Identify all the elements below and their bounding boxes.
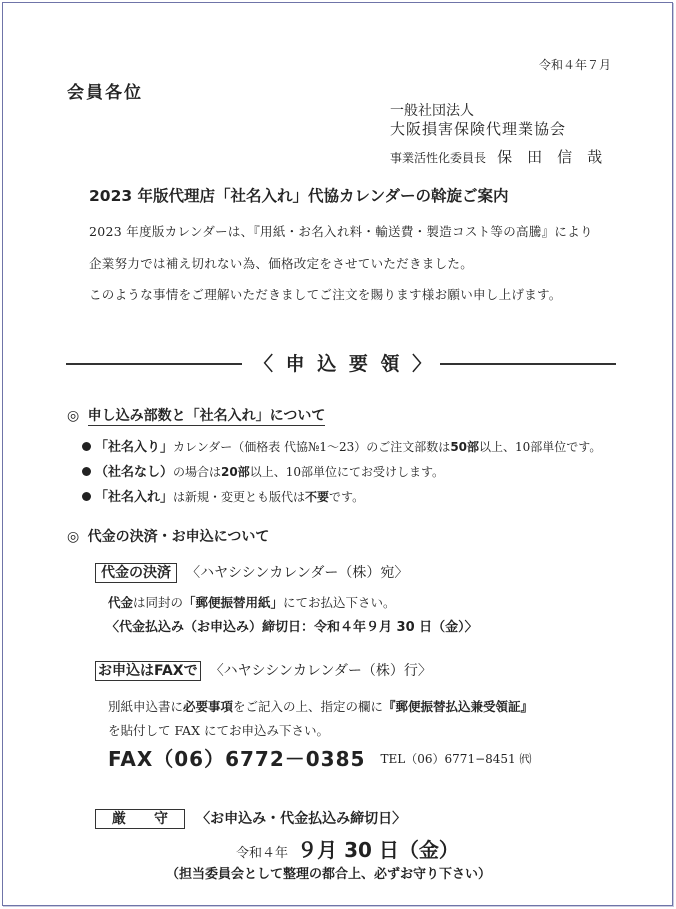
- bullet-icon: [82, 467, 91, 476]
- item-text: の場合は: [173, 465, 222, 479]
- fax-addressee: 〈ハヤシシンカレンダー（株）行〉: [209, 663, 432, 679]
- item-lead: 「社名入れ」: [95, 490, 174, 505]
- intro-line-2: 企業努力では補え切れない為、価格改定をさせていただきました。: [89, 256, 474, 271]
- payment-deadline: 〈代金払込み（お申込み）締切日：令和４年９月 30 日（金）〉: [106, 620, 478, 635]
- fax-label: お申込はFAXで: [95, 661, 201, 681]
- strict-row: [95, 808, 406, 828]
- part2-heading-row: [67, 526, 269, 546]
- part1-item-2: [82, 461, 444, 480]
- part2-heading: 代金の決済・お申込について: [87, 529, 270, 545]
- sender-name: 保 田 信 哉: [497, 148, 603, 166]
- strict-date-row: [236, 834, 459, 863]
- postal-transfer-form: 「郵便振替用紙」: [183, 595, 284, 610]
- bullet-icon: [82, 442, 91, 451]
- strict-note: （担当委員会として整理の都合上、必ずお守り下さい）: [166, 867, 492, 882]
- divider-right: [440, 363, 616, 365]
- part1-item-1: [82, 436, 601, 455]
- payment-label: 代金の決済: [95, 563, 177, 583]
- divider-left: [66, 363, 242, 365]
- intro-line-3: このような事情をご理解いただきましてご注文を賜ります様お願い申し上げます。: [89, 287, 562, 302]
- item-tail: 以上、10部単位です。: [479, 440, 602, 454]
- strict-label: 厳 守: [95, 809, 185, 829]
- item-strong: 20部: [221, 465, 250, 479]
- payment-instruction: [108, 593, 396, 611]
- bullet-icon: [82, 492, 91, 501]
- sender-signature: [390, 146, 602, 167]
- double-circle-icon: ◎: [67, 529, 80, 545]
- fax-instruction-1: [108, 697, 533, 715]
- double-circle-icon: ◎: [67, 408, 80, 424]
- recipients: 会員各位: [67, 83, 143, 103]
- required-items: 必要事項: [183, 699, 234, 714]
- payment-row: [95, 562, 408, 582]
- issue-date: 令和４年７月: [539, 58, 612, 72]
- payment-word: 代金: [108, 595, 134, 610]
- strict-title: 〈お申込み・代金払込み締切日〉: [196, 811, 407, 827]
- sender-org-type: 一般社団法人: [390, 103, 474, 119]
- fax-text: 別紙申込書に: [108, 699, 184, 714]
- sender-org-name: 大阪損害保険代理業協会: [390, 120, 567, 138]
- item-lead: （社名なし）: [95, 465, 174, 480]
- fax-contact-row: [108, 743, 531, 772]
- item-tail: 以上、10部単位にてお受けします。: [249, 465, 445, 479]
- payment-text: は同封の: [133, 595, 184, 610]
- part1-heading: 申し込み部数と「社名入れ」について: [87, 408, 326, 424]
- headline: 2023 年版代理店「社名入れ」代協カレンダーの斡旋ご案内: [89, 187, 509, 205]
- fax-text-mid: をご記入の上、指定の欄に: [233, 699, 384, 714]
- item-text: は新規・変更とも版代は: [173, 490, 306, 504]
- item-strong: 不要: [305, 490, 330, 504]
- tel-number: TEL（06）6771−8451 ㈹: [380, 752, 532, 766]
- payment-addressee: 〈ハヤシシンカレンダー（株）宛〉: [186, 565, 409, 581]
- part1-item-3: [82, 486, 364, 505]
- receipt-form: 『郵便振替払込兼受領証』: [383, 699, 534, 714]
- section-title: 〈 申 込 要 領 〉: [254, 353, 435, 375]
- item-lead: 「社名入り」: [95, 440, 174, 455]
- part1-heading-row: [67, 405, 325, 425]
- payment-text-tail: にてお払込下さい。: [283, 595, 396, 610]
- strict-date: ９月 30 日（金）: [297, 838, 459, 862]
- item-strong: 50部: [450, 440, 480, 454]
- intro-line-1: 2023 年度版カレンダーは、『用紙・お名入れ料・輸送費・製造コスト等の高騰』により: [89, 224, 593, 239]
- strict-era: 令和４年: [236, 846, 289, 861]
- fax-number: FAX（06）6772－0385: [108, 747, 366, 771]
- item-text: カレンダー（価格表 代協№1～23）のご注文部数は: [173, 440, 451, 454]
- sender-role: 事業活性化委員長: [390, 151, 487, 165]
- item-tail: です。: [329, 490, 365, 504]
- fax-instruction-2: を貼付して FAX にてお申込み下さい。: [108, 723, 329, 738]
- fax-row: [95, 660, 432, 680]
